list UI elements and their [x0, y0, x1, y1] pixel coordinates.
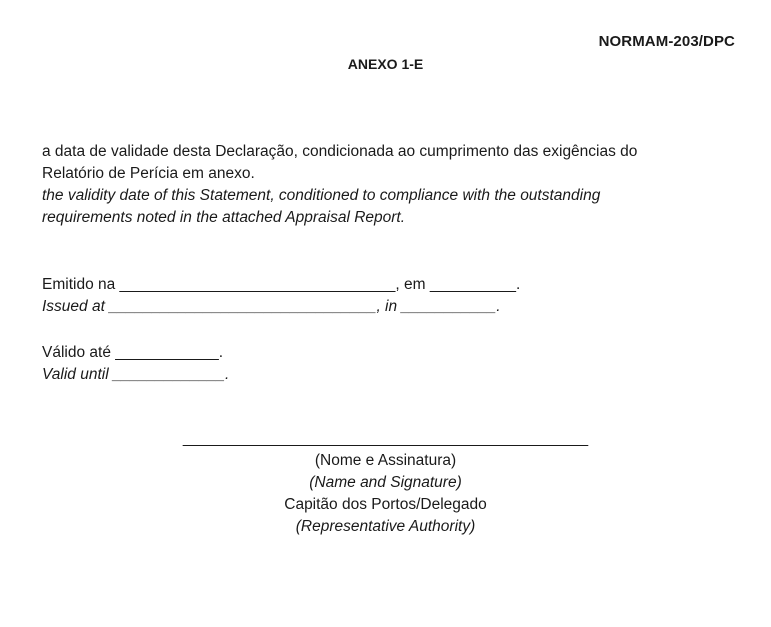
paragraph-en-line-2: requirements noted in the attached Appraisal Report. [42, 209, 406, 226]
issued-pt-field: Emitido na ________________________________, em __________. [42, 276, 521, 293]
valid-pt-field: Válido até ____________. [42, 344, 223, 361]
validity-paragraph [42, 141, 732, 229]
signature-role-en: (Representative Authority) [295, 518, 476, 535]
signature-name-pt: (Nome e Assinatura) [314, 452, 457, 469]
valid-block [42, 342, 732, 386]
paragraph-en-line-1: the validity date of this Statement, conditioned to compliance with the outstanding [42, 187, 601, 204]
signature-block [0, 428, 771, 538]
annex-title: ANEXO 1-E [347, 56, 424, 72]
paragraph-pt-line-2: Relatório de Perícia em anexo. [42, 165, 255, 182]
paragraph-pt-line-1: a data de validade desta Declaração, condicionada ao cumprimento das exigências do [42, 143, 638, 160]
signature-name-en: (Name and Signature) [309, 474, 462, 491]
document-code: NORMAM-203/DPC [598, 33, 735, 50]
signature-role-pt: Capitão dos Portos/Delegado [284, 496, 487, 513]
valid-en-field: Valid until _____________. [42, 366, 230, 383]
issued-en-field: Issued at _______________________________, in ___________. [42, 298, 501, 315]
issued-block [42, 274, 732, 318]
signature-line: _______________________________________________ [182, 430, 589, 447]
